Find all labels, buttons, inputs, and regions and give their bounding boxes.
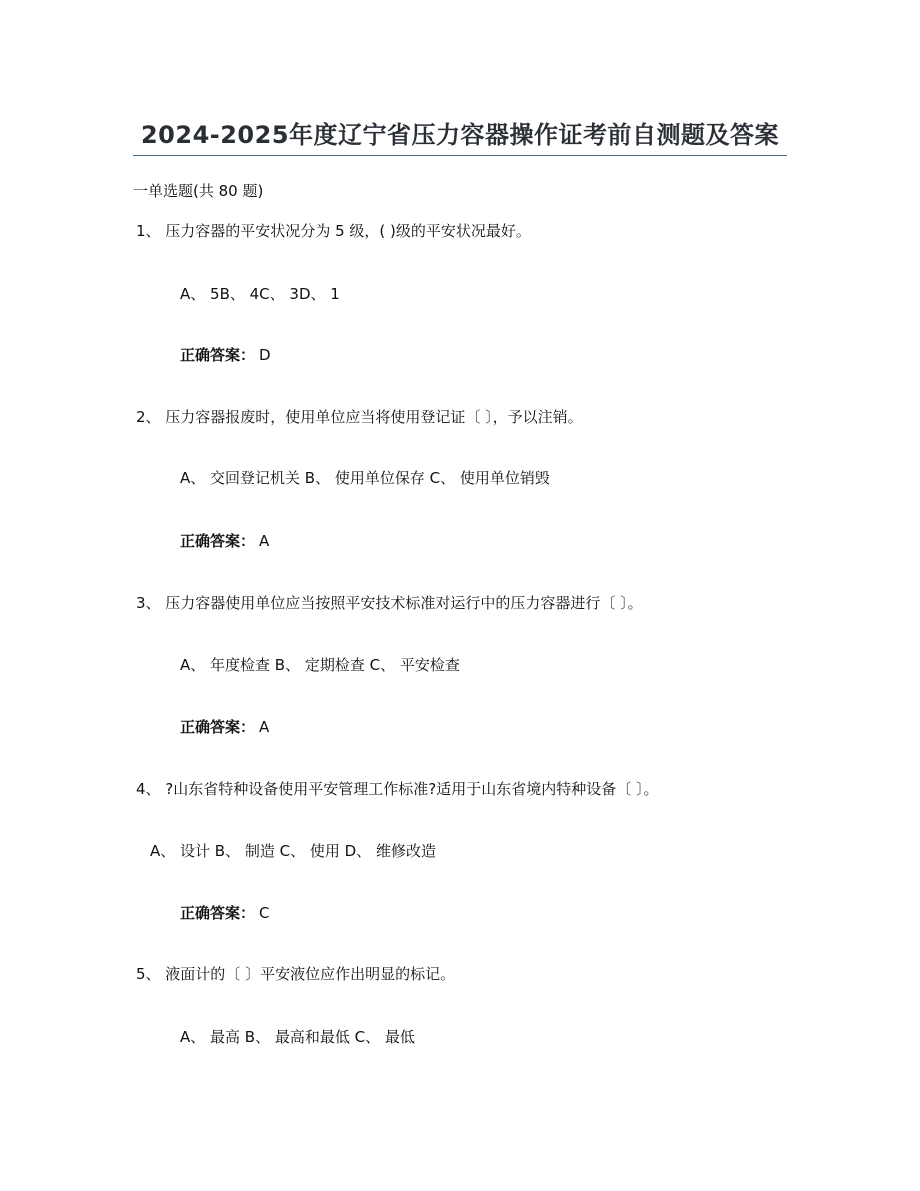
answer-label: 正确答案： [180, 346, 256, 364]
question-3-options: A、 年度检查 B、 定期检查 C、 平安检查 [180, 656, 460, 674]
question-3-answer [180, 717, 269, 737]
answer-value: A [259, 532, 270, 550]
answer-label: 正确答案： [180, 718, 256, 736]
question-2-options: A、 交回登记机关 B、 使用单位保存 C、 使用单位销毁 [180, 469, 550, 487]
question-4-text: 4、 ?山东省特种设备使用平安管理工作标准?适用于山东省境内特种设备〔 〕。 [136, 780, 659, 798]
question-2-answer [180, 531, 269, 551]
answer-label: 正确答案： [180, 904, 256, 922]
answer-value: D [259, 346, 271, 364]
question-5-text: 5、 液面计的〔 〕平安液位应作出明显的标记。 [136, 965, 456, 983]
question-1-options: A、 5B、 4C、 3D、 1 [180, 285, 340, 303]
question-5-options: A、 最高 B、 最高和最低 C、 最低 [180, 1028, 415, 1046]
answer-value: A [259, 718, 270, 736]
document-title: 2024-2025年度辽宁省压力容器操作证考前自测题及答案 [140, 121, 780, 149]
question-1-text: 1、 压力容器的平安状况分为 5 级，( )级的平安状况最好。 [136, 222, 531, 240]
question-3-text: 3、 压力容器使用单位应当按照平安技术标准对运行中的压力容器进行〔 〕。 [136, 594, 643, 612]
question-4-options: A、 设计 B、 制造 C、 使用 D、 维修改造 [150, 842, 436, 860]
answer-value: C [259, 904, 270, 922]
title-underline [133, 155, 787, 156]
question-2-text: 2、 压力容器报废时，使用单位应当将使用登记证〔 〕，予以注销。 [136, 408, 583, 426]
section-heading: 一单选题(共 80 题) [133, 182, 264, 200]
answer-label: 正确答案： [180, 532, 256, 550]
question-4-answer [180, 903, 270, 923]
question-1-answer [180, 345, 271, 365]
